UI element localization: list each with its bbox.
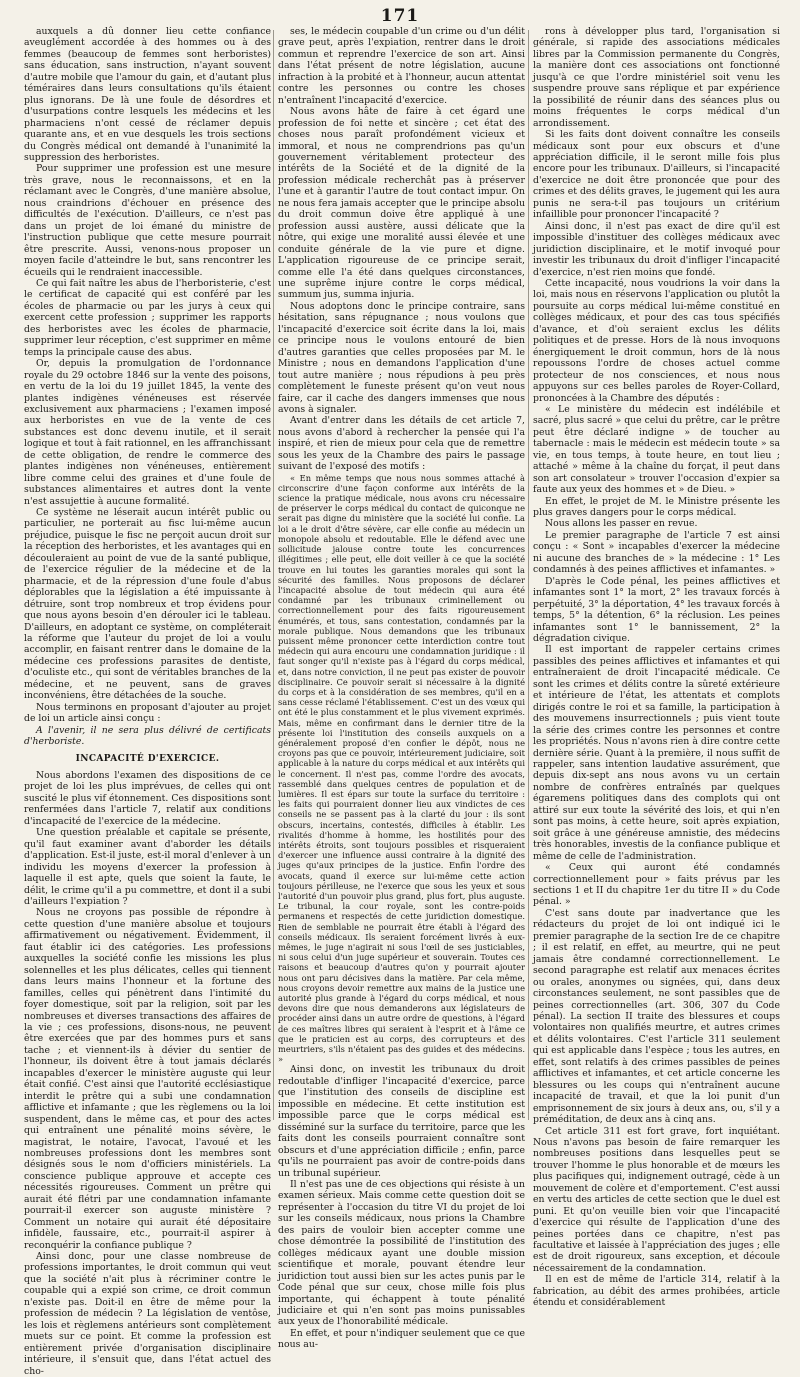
paragraph: Nous terminons en proposant d'ajouter au projet de loi un article ainsi conçu : — [24, 701, 271, 725]
paragraph: Cet article 311 est fort grave, fort inquiétant. Nous n'avons pas besoin de faire remarquer les nombreuses positions dans lesquelles peut se trouver l'homme le plus honorable et de mœurs les plus pacifiques qui, indignement outragé, cède à un mouvement de colère et d'emportement. C'est aussi en vertu des articles de cette section que le duel est puni. Et qu'on veuille bien voir que l'incapacité d'exercice qui résulte de l'application d'une des peines portées dans ce chapitre, n'est pas facultative et laissée à l'appréciation des juges ; elle est de droit rigoureux, sans exception, et découle nécessairement de la condamnation. — [533, 1125, 780, 1274]
paragraph: Cette incapacité, nous voudrions la voir dans la loi, mais nous en réservons l'application ou plutôt la poursuite au corps médical lui-même constitué en collèges médicaux, et pour des cas tous spécifiés d'avance, et d'où seraient exclus les délits politiques et de presse. Hors de là nous invoquons énergiquement le droit commun, hors de là nous repoussons l'ordre de choses actuel comme protecteur de nos consciences, et nous nous appuyons sur ces belles paroles de Royer-Collard, prononcées à la Chambre des députés : — [533, 277, 780, 404]
paragraph: D'après le Code pénal, les peines afflictives et infamantes sont 1° la mort, 2° les travaux forcés à perpétuité, 3° la déportation, 4° les travaux forcés à temps, 5° la détention, 6° la réclusion. Les peines infamantes sont 1° le bannissement, 2° la dégradation civique. — [533, 575, 780, 645]
paragraph: Nous adoptons donc le principe contraire, sans hésitation, sans répugnance ; nous voulons que l'incapacité d'exercice soit écrite dans la loi, mais ce principe nous le voulons entouré de bien d'autres garanties que celles proposées par M. le Ministre ; nous en demandons l'application d'une tout autre manière ; nous répudions à peu près complètement le funeste présent qu'on veut nous faire, car il cache des dangers immenses que nous avons à signaler. — [278, 300, 525, 415]
paragraph: Ce système ne léserait aucun intérêt public ou particulier, ne porterait au fisc lui-même aucun préjudice, puisque le fisc ne perçoit aucun droit sur la réception des herboristes, et les avantages qui en découleraient au point de vue de la santé publique, de l'exercice régulier de la médecine et de la pharmacie, et de la répression d'une foule d'abus déplorables que la législation a été impuissante à détruire, sont trop nombreux et trop évidens pour que nous ayons besoin d'en dérouler ici le tableau. D'ailleurs, en adoptant ce système, on compléterait la réforme que l'auteur du projet de loi a voulu accomplir, en faisant rentrer dans le domaine de la médecine ces professions parasites de dentiste, d'oculiste etc., qui sont de véritables branches de la médecine, et ne peuvent, sans de graves inconvéniens, être détachées de la souche. — [24, 507, 271, 702]
proposed-article: A l'avenir, il ne sera plus délivré de certificats d'herboriste. — [24, 724, 271, 748]
paragraph: Le premier paragraphe de l'article 7 est ainsi conçu : « Sont » incapables d'exercer la médecine ni aucune des branches de » la médecine : 1° Les condamnés à des peines afflictives et infamantes. » — [533, 529, 780, 576]
column-divider — [273, 30, 274, 1120]
paragraph: Nous abordons l'examen des dispositions de ce projet de loi les plus imprévues, de celles qui ont suscité le plus vif étonnement. Ces dispositions sont renfermées dans l'article 7, relatif aux conditions d'incapacité de l'exercice de la médecine. — [24, 770, 271, 827]
paragraph: Il n'est pas une de ces objections qui résiste à un examen sérieux. Mais comme cette question doit se représenter à l'occasion du titre VI du projet de loi sur les conseils médicaux, nous prions la Chambre des pairs de vouloir bien accepter comme une chose démontrée la possibilité de l'institution des collèges médicaux ayant une double mission scientifique et morale, pouvant étendre leur juridiction tout aussi bien sur les actes punis par le Code pénal que sur ceux, chose mille fois plus importante, qui échappent à toute pénalité judiciaire et qui n'en sont pas moins punissables aux yeux de l'honorabilité médicale. — [278, 1178, 525, 1328]
page-number: 171 — [380, 6, 420, 26]
paragraph: Nous ne croyons pas possible de répondre à cette question d'une manière absolue et toujours affirmativement ou négativement. Évidemment, il faut établir ici des catégories. Les professions auxquelles la société confie les missions les plus solennelles et les plus délicates, celles qui tiennent dans leurs mains l'honneur et la fortune des familles, celles qui pénètrent dans l'intimité du foyer domestique, soit par la religion, soit par les nombreuses et diverses transactions des affaires de la vie ; ces professions, disons-nous, ne peuvent être exercées que par des hommes purs et sans tache ; et viennent-ils à dévier du sentier de l'honneur, ils doivent être à tout jamais déclarés incapables d'exercer le ministère auguste qui leur était confié. C'est ainsi que l'autorité ecclésiastique interdit le prêtre qui a subi une condamnation afflictive et infamante ; que les règlemens ou la loi suspendent, dans le même cas, et pour des actes qui entraînent une pénalité moins sévère, le magistrat, le notaire, l'avocat, l'avoué et les nombreuses professions dont les membres sont désignés sous le nom d'officiers ministériels. La conscience publique approuve et accepte ces nécessités rigoureuses. Comment un prêtre qui aurait été flétri par une condamnation infamante pourrait-il exercer son auguste ministère ? Comment un notaire qui aurait été dépositaire infidèle, faussaire, etc., pourrait-il aspirer à reconquérir la confiance publique ? — [24, 907, 271, 1251]
column-3 — [533, 26, 780, 1309]
paragraph: Avant d'entrer dans les détails de cet article 7, nous avons d'abord à rechercher la pensée qui l'a inspiré, et rien de mieux pour cela que de remettre sous les yeux de la Chambre des pairs le passage suivant de l'exposé des motifs : — [278, 415, 525, 473]
paragraph: C'est sans doute par inadvertance que les rédacteurs du projet de loi ont indiqué ici le premier paragraphe de la section Ire de ce chapitre ; il est relatif, en effet, au meurtre, qui ne peut jamais être condamné correctionnellement. Le second paragraphe est relatif aux menaces écrites ou orales, anonymes ou signées, qui, dans deux circonstances seulement, ne sont passibles que de peines correctionnelles (art. 306, 307 du Code pénal). La section II traite des blessures et coups volontaires non qualifiés meurtre, et autres crimes et délits volontaires. C'est l'article 311 seulement qui est applicable dans l'espèce ; tous les autres, en effet, sont relatifs à des crimes passibles de peines afflictives et infamantes, et cet article concerne les blessures ou les coups qui n'entraînent aucune incapacité de travail, et que la loi punit d'un emprisonnement de six jours à deux ans, ou, s'il y a préméditation, de deux ans à cinq ans. — [533, 907, 780, 1126]
paragraph: « Ceux qui auront été condamnés correctionnellement pour » faits prévus par les sections 1 et II du chapitre 1er du titre II » du Code pénal. » — [533, 862, 780, 908]
paragraph: Ce qui fait naître les abus de l'herboristerie, c'est le certificat de capacité qui est conféré par les écoles de pharmacie ou par les jurys à ceux qui exercent cette profession ; supprimer les rapports des herboristes avec les écoles de pharmacie, supprimer leur réception, c'est supprimer en même temps la principale cause des abus. — [24, 277, 271, 358]
paragraph: Il en est de même de l'article 314, relatif à la fabrication, au débit des armes prohibées, article étendu et considérablement — [533, 1274, 780, 1309]
paragraph: Il est important de rappeler certains crimes passibles des peines afflictives et infamantes et qui entraîneraient de droit l'incapacité médicale. Ce sont les crimes et délits contre la sûreté extérieure et intérieure de l'état, les attentats et complots dirigés contre le roi et sa famille, la participation à des mouvemens insurrectionnels ; puis vient toute la série des crimes contre les personnes et contre les propriétés. Nous n'avons rien à dire contre cette dernière série. Quant à la première, il nous suffit de rappeler, sans intention laudative assurément, que depuis dix-sept ans nous avons vu un certain nombre de confrères entraînés par quelques égaremens politiques dans des complots qui ont attiré sur eux toute la sévérité des lois, et qui n'en sont pas moins, à cette heure, soit après expiation, soit grâce à une généreuse amnistie, des médecins très honorables, investis de la confiance publique et même de celle de l'administration. — [533, 644, 780, 862]
paragraph: auxquels a dû donner lieu cette confiance aveuglément accordée à des hommes ou à des femmes (beaucoup de femmes sont herboristes) sans éducation, sans instruction, n'ayant souvent d'autre mobile que l'amour du gain, et d'autant plus téméraires dans leurs consultations qu'ils étaient plus ignorans. De là une foule de désordres et d'usurpations contre lesquels les médecins et les pharmaciens n'ont cessé de réclamer depuis quarante ans, et en vue desquels les trois sections du Congrès médical ont demandé à l'unanimité la suppression des herboristes. — [24, 26, 271, 163]
paragraph: Nous avons hâte de faire à cet égard une profession de foi nette et sincère ; cet état des choses nous paraît profondément vicieux et immoral, et nous ne comprendrions pas qu'un gouvernement véritablement protecteur des intérêts de la Société et de la dignité de la profession médicale recherchât pas à préserver l'une et à garantir l'autre de tout contact impur. On ne nous fera jamais accepter que le principe absolu du droit commun doive être appliqué à une profession aussi austère, aussi délicate que la nôtre, qui exige une moralité aussi élevée et une conduite générale de la vie pure et digne. L'application rigoureuse de ce principe serait, comme elle l'a été dans quelques circonstances, une suprême injure contre le corps médical, summum jus, summa injuria. — [278, 106, 525, 301]
quoted-excerpt: « En même temps que nous nous sommes attaché à circonscrire d'une façon conforme aux intérêts de la science la pratique médicale, nous avons cru nécessaire de préserver le corps médical du contact de quiconque ne serait pas digne du ministère que la société lui confie. La loi a le droit d'être sévère, car elle confie au médecin un monopole absolu et redoutable. Elle le défend avec une sollicitude jalouse contre toute les concurrences illégitimes ; elle peut, elle doit veiller à ce que la société trouve en lui toutes les garanties morales qui sont la sécurité des familles. Nous proposons de déclarer l'incapacité absolue de tout médecin qui aura été condamné par les tribunaux criminellement ou correctionnellement pour des faits rigoureusement énumérés, et tous, sans contestation, condamnés par la morale publique. Nous demandons que les tribunaux puissent même prononcer cette interdiction contre tout médecin qui aura encouru une condamnation juridique : il faut songer qu'il n'existe pas à l'égard du corps médical, et, dans notre conviction, il ne peut pas exister de pouvoir disciplinaire. Ce pouvoir serait si nécessaire à la dignité du corps et à la considération de ses membres, qu'il en a sans cesse réclamé l'établissement. C'est un des vœux qui ont été le plus constamment et le plus vivement exprimés. Mais, même en confirmant dans le dernier titre de la présente loi l'institution des conseils auxquels on a généralement proposé d'en confier le dépôt, nous ne croyons pas que ce pouvoir, intérieurement judiciaire, soit applicable à la nature du corps médical et aux intérêts qui le concernent. Il n'est pas, comme l'ordre des avocats, rassemblé dans quelques centres de population et de lumières. Il est épars sur toute la surface du territoire : les faits qui pourraient donner lieu aux vindictes de ces conseils ne se passent pas à la clarté du jour : ils sont obscurs, incertains, contestés, difficiles à établir. Les rivalités d'homme à homme, les hostilités pour des intérêts étroits, sont toujours possibles et risqueraient d'exercer une influence aussi contraire à la dignité des juges qu'aux principes de la justice. Enfin l'ordre des avocats, quand il exerce sur lui-même cette action toujours périlleuse, ne l'exerce que sous les yeux et sous l'autorité d'un pouvoir plus grand, plus fort, plus auguste. Le tribunal, la cour royale, sont les contre-poids permanens et respectés de cette juridiction domestique. Rien de semblable ne pourrait être établi à l'égard des conseils médicaux. Ils seraient forcément livrés à eux-mêmes, le juge n'agirait ni sous l'œil de ses justiciables, ni sous celui d'un juge supérieur et souverain. Toutes ces raisons et beaucoup d'autres qu'on y pourrait ajouter nous ont paru décisives dans la matière. Par cela même, nous croyons devoir remettre aux mains de la justice une autorité plus grande à l'égard du corps médical, et nous devons dire que nous demanderons aux législateurs de procéder ainsi dans un autre ordre de questions, à l'égard de ces maîtres libres qui seraient à l'esprit et à l'âme ce que le praticien est au corps, des corrupteurs et des meurtriers, s'ils n'étaient pas des guides et des médecins. » — [278, 472, 525, 1065]
column-2 — [278, 26, 525, 1351]
paragraph: En effet, le projet de M. le Ministre présente les plus graves dangers pour le corps médical. — [533, 495, 780, 519]
column-divider — [528, 30, 529, 1120]
paragraph: Nous allons les passer en revue. — [545, 518, 698, 530]
paragraph: Ainsi donc, on investit les tribunaux du droit redoutable d'infliger l'incapacité d'exercice, parce que l'institution des conseils de discipline est impossible en médecine. Et cette institution est impossible parce que le corps médical est disséminé sur la surface du territoire, parce que les faits dont les conseils pourraient connaître sont obscurs et d'une appréciation difficile ; enfin, parce qu'ils ne pourraient pas avoir de contre-poids dans un tribunal supérieur. — [278, 1064, 525, 1179]
paragraph: « Le ministère du médecin est indélébile et sacré, plus sacré » que celui du prêtre, car le prêtre peut être déclaré indigne » de toucher au tabernacle : mais le médecin est médecin toute » sa vie, en tous temps, à toute heure, en tout lieu ; attaché » même à la chaîne du forçat, il peut dans son art consolateur » trouver l'occasion d'expier sa faute aux yeux des hommes et » de Dieu. » — [533, 403, 780, 496]
paragraph: Une question préalable et capitale se présente, qu'il faut examiner avant d'aborder les détails d'application. Est-il juste, est-il moral d'enlever à un individu les moyens d'exercer la profession à laquelle il est apte, quels que soient la faute, le délit, le crime qu'il a pu commettre, et dont il a subi d'ailleurs l'expiation ? — [24, 827, 271, 907]
paragraph: ses, le médecin coupable d'un crime ou d'un délit grave peut, après l'expiation, rentrer dans le droit commun et reprendre l'exercice de son art. Ainsi dans l'état présent de notre législation, aucune infraction à la probité et à l'honneur, aucun attentat contre les personnes ou contre les choses n'entraînent l'incapacité d'exercice. — [278, 26, 525, 106]
paragraph: Ainsi donc, il n'est pas exact de dire qu'il est impossible d'instituer des collèges médicaux avec juridiction disciplinaire, et le motif invoqué pour investir les tribunaux du droit d'infliger l'incapacité d'exercice, n'est rien moins que fondé. — [533, 220, 780, 278]
section-heading: INCAPACITÉ D'EXERCICE. — [75, 753, 220, 764]
paragraph: Si les faits dont doivent connaître les conseils médicaux sont pour eux obscurs et d'une appréciation difficile, il le seront mille fois plus encore pour les tribunaux. D'ailleurs, si l'incapacité d'exercice ne doit être prononcée que pour des crimes et des délits graves, le jugement qui les aura punis ne sera-t-il pas toujours un critérium infaillible pour prononcer l'incapacité ? — [533, 129, 780, 221]
paragraph: Or, depuis la promulgation de l'ordonnance royale du 29 octobre 1846 sur la vente des poisons, en vertu de la loi du 19 juillet 1845, la vente des plantes indigènes vénéneuses est réservée exclusivement aux pharmaciens ; l'examen imposé aux herboristes en vue de la vente de ces substances est donc devenu inutile, et il serait logique et tout à fait rationnel, en les affranchissant de cette obligation, de rendre le commerce des plantes indigènes non vénéneuses, entièrement libre comme celui des graines et d'une foule de substances alimentaires et autres dont la vente n'est assujettie à aucune formalité. — [24, 358, 271, 507]
paragraph: Ainsi donc, pour une classe nombreuse de professions importantes, le droit commun qui veut que la société n'ait plus à récriminer contre le coupable qui a expié son crime, ce droit commun n'existe pas. Doit-il en être de même pour la profession de médecin ? La législation de ventôse, les lois et règlemens antérieurs sont complètement muets sur ce point. Et comme la profession est entièrement privée d'organisation disciplinaire intérieure, il s'ensuit que, dans l'état actuel des cho- — [24, 1251, 271, 1377]
paragraph: Pour supprimer une profession est une mesure très grave, nous le reconnaissons, et en la réclamant avec le Congrès, d'une manière absolue, nous craindrions d'échouer en présence des difficultés de l'exécution. D'ailleurs, ce n'est pas dans un projet de loi émané du ministre de l'instruction publique que cette mesure pourrait être prescrite. Aussi, venons-nous proposer un moyen facile d'atteindre le but, sans rencontrer les écueils qui le rendraient inaccessible. — [24, 163, 271, 278]
column-1 — [24, 26, 271, 1377]
paragraph: En effet, et pour n'indiquer seulement que ce que nous au- — [278, 1327, 525, 1351]
paragraph: rons à développer plus tard, l'organisation si générale, si rapide des associations médicales libres par la Commission permanente du Congrès, la manière dont ces associations ont fonctionné jusqu'à ce que l'ordre ministériel soit venu les suspendre prouve sans réplique et par expérience la possibilité de réunir dans des séances plus ou moins fréquentes le corps médical d'un arrondissement. — [533, 26, 780, 129]
